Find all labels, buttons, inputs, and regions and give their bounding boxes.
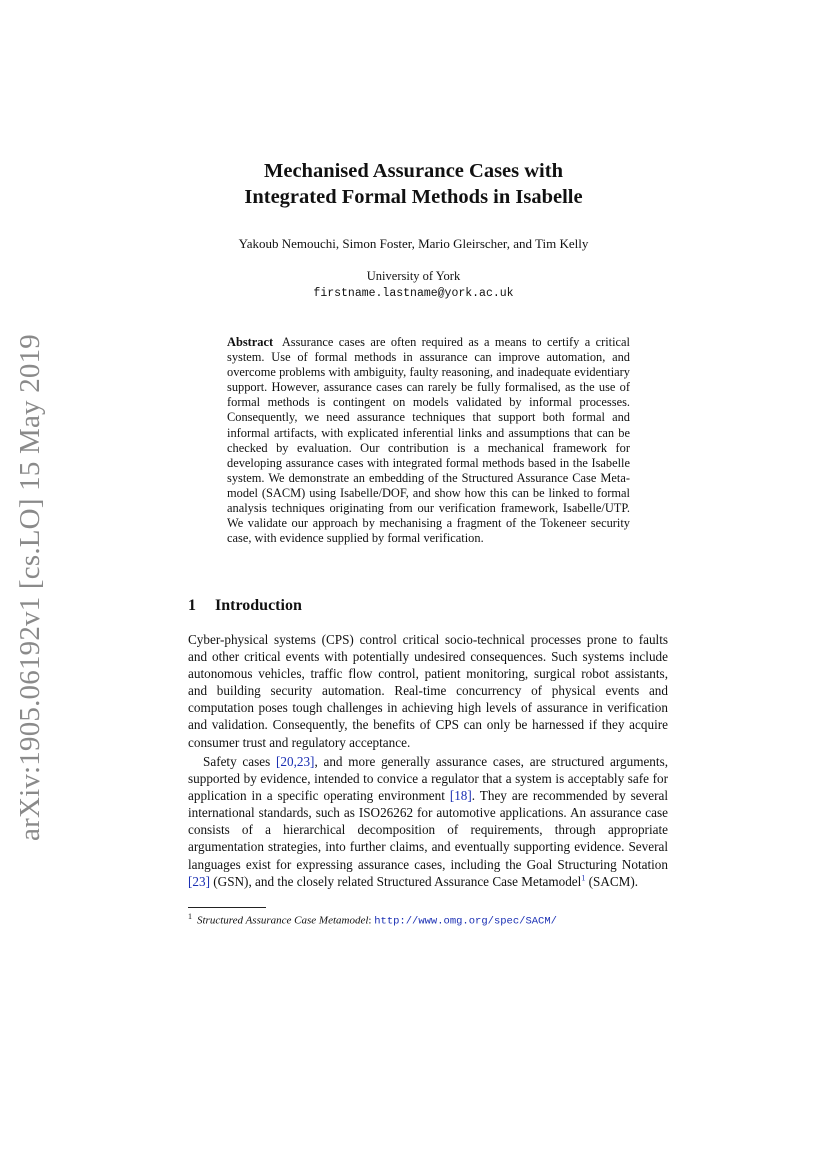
- footnote-1: [188, 912, 557, 928]
- title-line-2: Integrated Formal Methods in Isabelle: [244, 186, 583, 208]
- intro-paragraph-2: [188, 753, 668, 890]
- arxiv-identifier-text: arXiv:1905.06192v1 [cs.LO] 15 May 2019: [13, 334, 46, 841]
- section-number: 1: [188, 597, 196, 614]
- paper-title: [0, 158, 827, 210]
- author-email: firstname.lastname@york.ac.uk: [313, 287, 514, 300]
- footnote-separator: :: [368, 914, 375, 927]
- section-heading-introduction: [188, 597, 302, 615]
- intro-paragraph-1: Cyber-physical systems (CPS) control critical socio-technical processes prone to faults and other critical events with potentially undesired consequences. Such systems include autonomous vehicles, traffic flow control, patient monitoring, surgical robot assistants, and building security automation. Real-time concurrency of physical events and computation poses tough challenges in achieving high levels of assurance in verification and validation. Consequently, the benefits of CPS can only be harnessed if they acquire consumer trust and regulatory acceptance.: [188, 632, 668, 750]
- p2-text-3: . They are recommended by several international standards, such as ISO26262 for automotive applications. An assurance case consists of a hierarchical decomposition of requirements, through appropriate argumentation strategies, into further claims, and eventually supporting evidence. Several languages exist for expressing assurance cases, including the Goal Structuring Notation: [188, 788, 668, 872]
- footnote-label: Structured Assurance Case Metamodel: [197, 914, 369, 927]
- footnote-reference-link[interactable]: 1: [581, 873, 586, 883]
- p2-text-2: , and more generally assurance cases, are structured arguments, supported by evidence, intended to convice a regulator that a system is acceptably safe for application in a specific operating environment: [188, 754, 668, 804]
- abstract-label: Abstract: [227, 335, 274, 349]
- footnote-number: 1: [188, 912, 192, 921]
- institution: University of York: [366, 269, 461, 283]
- p2-text-1: Safety cases: [203, 754, 276, 769]
- p2-text-5: (SACM).: [585, 873, 639, 889]
- citation-link-23[interactable]: [23]: [188, 873, 210, 889]
- abstract-text: Assurance cases are often required as a means to certify a critical system. Use of formal methods in assurance can improve automation, and overcome problems with ambiguity, faulty reasoning, and inadequate evidentiary support. However, assurance cases can rarely be fully formalised, as the use of formal methods is contingent on models validated by informal processes. Consequently, we need assurance techniques that support both formal and informal artifacts, with explicated inferential links and assumptions that can be checked by evaluation. Our contribution is a mechanical framework for developing assurance cases with integrated formal methods based in the Isabelle system. We demonstrate an embedding of the Structured Assurance Case Meta-model (SACM) using Isabelle/DOF, and show how this can be linked to formal analysis techniques originating from our verification framework, Isabelle/UTP. We validate our approach by mechanising a fragment of the Tokeneer security case, with evidence supplied by formal verification.: [227, 335, 630, 546]
- citation-link-18[interactable]: [18]: [449, 788, 472, 804]
- abstract: [227, 335, 630, 546]
- footnote-url-link[interactable]: http://www.omg.org/spec/SACM/: [374, 915, 557, 928]
- author-list: Yakoub Nemouchi, Simon Foster, Mario Gleirscher, and Tim Kelly: [238, 236, 589, 251]
- footnote-divider: [188, 907, 266, 908]
- p2-text-4: (GSN), and the closely related Structured Assurance Case Metamodel: [209, 873, 582, 889]
- affiliation-block: [0, 268, 827, 302]
- title-line-1: Mechanised Assurance Cases with: [264, 160, 563, 182]
- citation-link-20-23[interactable]: [20,23]: [275, 754, 315, 769]
- section-title: Introduction: [215, 597, 302, 614]
- arxiv-identifier-stamp: [6, 334, 54, 841]
